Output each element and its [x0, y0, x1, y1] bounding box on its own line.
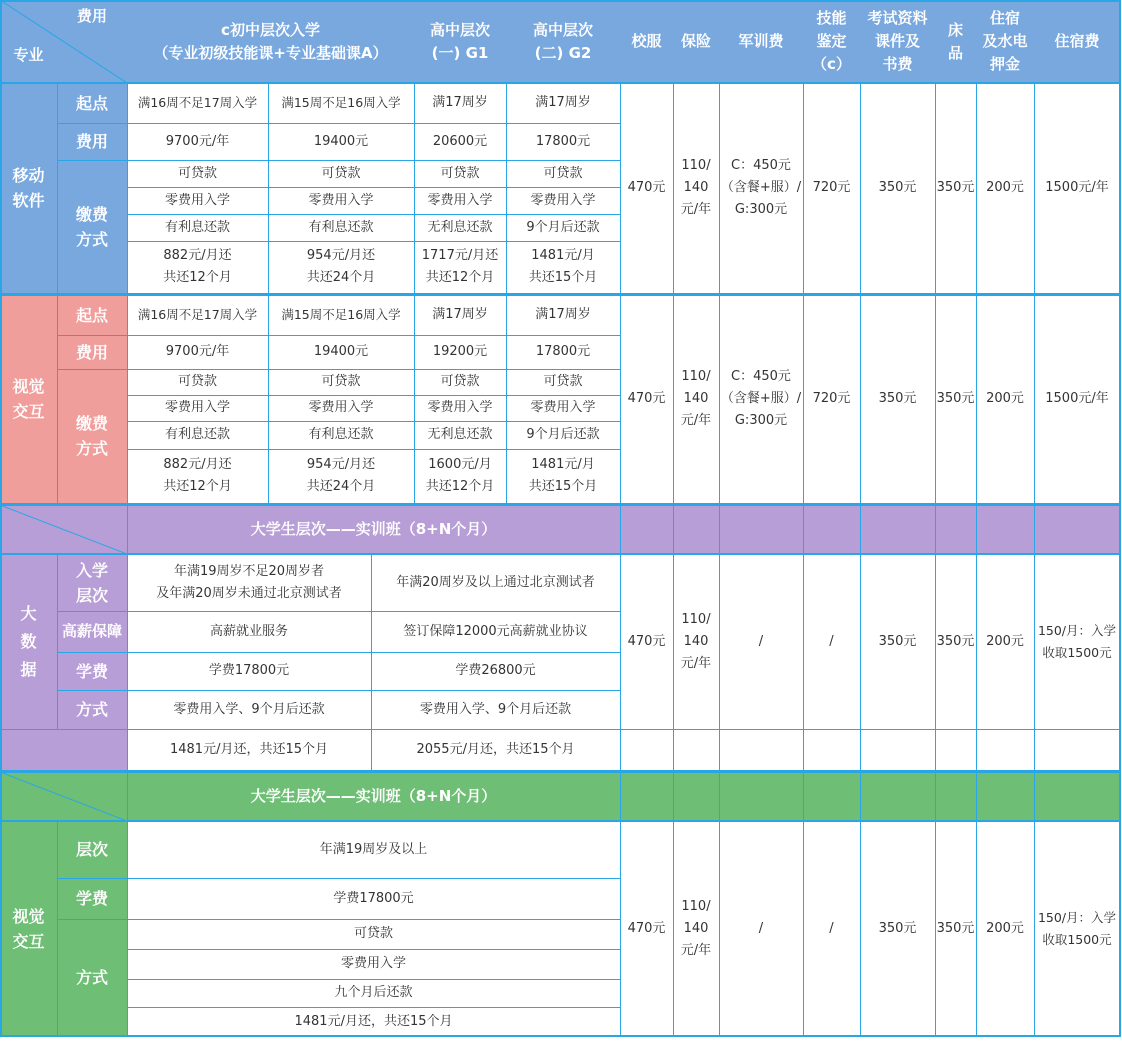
military-cell: / — [758, 633, 764, 649]
grid-line — [803, 772, 804, 1036]
zero-cell: 零费用入学 — [308, 400, 374, 415]
deposit-cell: 200元 — [986, 920, 1024, 936]
row-label-level: 层次 — [75, 840, 108, 859]
monthly-cell: 1481元/月 共还15个月 — [528, 248, 598, 285]
grid-line — [57, 369, 620, 370]
row-label-start: 起点 — [75, 93, 108, 113]
zero-cell: 零费用入学 — [340, 956, 406, 971]
dorm-cell: 150/月：入学 收取1500元 — [1037, 622, 1117, 660]
header-diagonal — [0, 0, 127, 83]
tuition-cell: 学费26800元 — [455, 663, 536, 678]
uniform-cell: 470元 — [627, 391, 666, 406]
grid-line — [860, 295, 861, 503]
major-label: 视觉 交互 — [12, 377, 45, 421]
grid-line — [57, 295, 58, 503]
grid-line — [1034, 83, 1035, 293]
grid-line — [0, 503, 1120, 506]
grid-line — [620, 772, 621, 1036]
dorm-cell: 1500元/年 — [1045, 180, 1109, 195]
dorm-cell: 150/月：入学 收取1500元 — [1037, 909, 1117, 947]
loan-cell: 可贷款 — [321, 165, 361, 181]
grid-line — [57, 160, 620, 161]
books-cell: 350元 — [878, 391, 917, 406]
bedding-cell: 350元 — [936, 920, 975, 936]
grid-line — [935, 295, 936, 503]
grid-line — [57, 821, 58, 1036]
grid-line — [1119, 0, 1121, 1037]
guarantee-cell: 高薪就业服务 — [209, 623, 288, 639]
header-deposit: 住宿 及水电 押金 — [982, 9, 1028, 73]
grid-line — [127, 772, 128, 1036]
level-cell: 年满19周岁及以上 — [319, 841, 428, 857]
grid-line — [719, 295, 720, 503]
deposit-cell: 200元 — [986, 633, 1024, 649]
start-cell: 满17周岁 — [432, 95, 488, 110]
military-cell: / — [758, 920, 764, 936]
monthly-cell: 1600元/月 共还12个月 — [425, 457, 495, 494]
grid-line — [860, 505, 861, 770]
grid-line — [414, 83, 415, 293]
grid-line — [0, 1035, 1120, 1037]
uniform-cell: 470元 — [627, 180, 666, 195]
grid-line — [127, 83, 128, 293]
military-cell: C：450元 （含餐+服）/ G:300元 — [720, 158, 802, 217]
grid-line — [0, 729, 1120, 730]
guarantee-cell: 签订保障12000元高薪就业协议 — [403, 623, 588, 639]
fee-cell: 9700元/年 — [165, 133, 230, 149]
uniform-cell: 470元 — [627, 920, 666, 936]
level-cell: 年满20周岁及以上通过北京测试者 — [396, 574, 595, 590]
zero-cell: 零费用入学 — [530, 400, 596, 415]
grid-line — [127, 395, 620, 396]
header-skill: 技能 鉴定 （c） — [812, 9, 851, 73]
monthly-cell: 954元/月还 共还24个月 — [306, 457, 376, 494]
start-cell: 满16周不足17周入学 — [137, 95, 258, 110]
grid-line — [506, 295, 507, 503]
zero-cell: 零费用入学 — [530, 192, 596, 208]
grid-line — [127, 241, 620, 242]
fee-cell: 19400元 — [313, 344, 369, 359]
interest-cell: 有利息还款 — [164, 427, 230, 442]
header-insurance: 保险 — [680, 32, 711, 50]
start-cell: 满15周不足16周入学 — [281, 307, 401, 322]
skill-cell: / — [829, 633, 834, 649]
bedding-cell: 350元 — [936, 180, 975, 195]
interest-cell: 无利息还款 — [427, 219, 493, 235]
insurance-cell: 110/ 140 元/年 — [680, 158, 712, 217]
fee-cell: 19400元 — [313, 133, 369, 149]
loan-cell: 可贷款 — [440, 374, 480, 389]
grid-line — [57, 652, 620, 653]
books-cell: 350元 — [878, 180, 917, 195]
major-label: 视觉 交互 — [12, 906, 45, 951]
grid-line — [935, 772, 936, 1036]
military-cell: C：450元 （含餐+服）/ G:300元 — [720, 369, 802, 428]
skill-cell: / — [829, 920, 834, 936]
grid-line — [57, 690, 620, 691]
row-label-tuition: 学费 — [75, 889, 108, 908]
later-cell: 九个月后还款 — [334, 985, 413, 1000]
grid-line — [976, 772, 977, 1036]
grid-line — [0, 553, 1120, 555]
fee-cell: 19200元 — [432, 344, 488, 359]
start-cell: 满15周不足16周入学 — [281, 95, 401, 110]
grid-line — [127, 421, 620, 422]
monthly-cell: 1481元/月还，共还15个月 — [169, 741, 328, 757]
grid-line — [620, 295, 621, 503]
grid-line — [673, 505, 674, 770]
grid-line — [1034, 772, 1035, 1036]
grid-line — [803, 83, 804, 293]
fee-cell: 9700元/年 — [165, 344, 230, 359]
grid-line — [57, 554, 58, 729]
grid-line — [0, 770, 1120, 773]
bigdata-band-title: 大学生层次——实训班（8+N个月） — [250, 520, 497, 538]
monthly-cell: 1481元/月 共还15个月 — [528, 457, 598, 494]
interest-cell: 9个月后还款 — [526, 219, 600, 235]
bedding-cell: 350元 — [936, 633, 975, 649]
grid-line — [57, 611, 620, 612]
grid-line — [620, 83, 621, 293]
grid-line — [803, 295, 804, 503]
start-cell: 满16周不足17周入学 — [137, 307, 258, 322]
loan-cell: 可贷款 — [543, 374, 583, 389]
monthly-cell: 1717元/月还 共还12个月 — [421, 248, 499, 285]
row-label-tuition: 学费 — [75, 661, 108, 681]
insurance-cell: 110/ 140 元/年 — [680, 611, 712, 671]
grid-line — [127, 979, 620, 980]
grid-line — [371, 554, 372, 770]
grid-line — [506, 83, 507, 293]
grid-line — [935, 83, 936, 293]
insurance-cell: 110/ 140 元/年 — [680, 898, 712, 958]
grid-line — [673, 83, 674, 293]
grid-line — [57, 83, 58, 293]
grid-line — [57, 123, 620, 124]
major-label: 移动 软件 — [12, 166, 45, 210]
grid-line — [127, 1007, 620, 1008]
header-diagonal — [0, 772, 127, 821]
header-g1: 高中层次 (一) G1 — [429, 20, 490, 62]
grid-line — [0, 0, 2, 1037]
grid-line — [719, 83, 720, 293]
header-dorm: 住宿费 — [1054, 32, 1100, 50]
grid-line — [719, 505, 720, 770]
monthly-cell: 2055元/月还，共还15个月 — [416, 741, 575, 757]
start-cell: 满17周岁 — [535, 307, 591, 322]
books-cell: 350元 — [878, 633, 917, 649]
grid-line — [620, 505, 621, 770]
grid-line — [0, 293, 1120, 296]
row-label-guarantee: 高薪保障 — [61, 622, 122, 640]
zero-cell: 零费用入学 — [308, 192, 374, 208]
grid-line — [1034, 505, 1035, 770]
loan-cell: 可贷款 — [177, 374, 217, 389]
grid-line — [0, 82, 1120, 84]
header-uniform: 校服 — [631, 32, 662, 50]
grid-line — [976, 83, 977, 293]
tuition-cell: 学费17800元 — [208, 663, 290, 678]
bedding-cell: 350元 — [936, 391, 975, 406]
grid-line — [127, 449, 620, 450]
grid-line — [414, 295, 415, 503]
grid-line — [127, 949, 620, 950]
header-fee: 费用 — [76, 7, 107, 25]
header-diagonal — [0, 505, 127, 554]
row-label-method: 方式 — [75, 968, 108, 987]
monthly-cell: 882元/月还 共还12个月 — [163, 457, 232, 494]
interest-cell: 9个月后还款 — [526, 427, 600, 442]
grid-line — [976, 505, 977, 770]
dorm-cell: 1500元/年 — [1045, 391, 1109, 406]
zero-cell: 零费用入学 — [427, 192, 493, 208]
grid-line — [860, 83, 861, 293]
fee-cell: 17800元 — [535, 133, 591, 149]
loan-cell: 可贷款 — [353, 926, 393, 941]
loan-cell: 可贷款 — [177, 165, 217, 181]
grid-line — [860, 772, 861, 1036]
tuition-cell: 学费17800元 — [333, 890, 414, 906]
monthly-cell: 1481元/月还，共还15个月 — [294, 1013, 453, 1029]
grid-line — [1034, 295, 1035, 503]
grid-line — [673, 772, 674, 1036]
row-label-payment: 缴费 方式 — [75, 204, 108, 249]
major-label: 大 数 据 — [20, 603, 37, 679]
grid-line — [57, 335, 620, 336]
row-label-fee: 费用 — [75, 342, 108, 362]
loan-cell: 可贷款 — [321, 374, 361, 389]
deposit-cell: 200元 — [986, 180, 1024, 195]
grid-line — [673, 295, 674, 503]
grid-line — [268, 83, 269, 293]
grid-line — [0, 0, 1120, 2]
start-cell: 满17周岁 — [535, 95, 591, 110]
start-cell: 满17周岁 — [432, 307, 488, 322]
uniform-cell: 470元 — [627, 633, 666, 649]
row-label-level: 入学 层次 — [75, 560, 108, 605]
header-military: 军训费 — [738, 32, 784, 50]
interest-cell: 有利息还款 — [308, 427, 374, 442]
grid-line — [127, 295, 128, 503]
level-cell: 年满19周岁不足20周岁者 及年满20周岁未通过北京测试者 — [156, 563, 342, 601]
fee-cell: 17800元 — [535, 344, 591, 359]
zero-cell: 零费用入学 — [164, 192, 230, 208]
grid-line — [127, 214, 620, 215]
grid-line — [57, 878, 620, 879]
interest-cell: 无利息还款 — [427, 427, 493, 442]
zero-cell: 零费用入学 — [427, 400, 493, 415]
grid-line — [127, 505, 128, 770]
header-major: 专业 — [13, 46, 44, 64]
grid-line — [57, 919, 620, 920]
grid-line — [935, 505, 936, 770]
row-label-fee: 费用 — [75, 132, 108, 151]
skill-cell: 720元 — [812, 391, 851, 406]
grid-line — [0, 820, 1120, 822]
grid-line — [268, 295, 269, 503]
grid-line — [719, 772, 720, 1036]
header-bedding: 床 品 — [947, 20, 963, 62]
monthly-cell: 882元/月还 共还12个月 — [163, 248, 232, 285]
method-cell: 零费用入学、9个月后还款 — [419, 701, 572, 717]
interest-cell: 有利息还款 — [164, 219, 230, 235]
insurance-cell: 110/ 140 元/年 — [680, 369, 712, 428]
grid-line — [127, 187, 620, 188]
header-books: 考试资料 课件及 书费 — [867, 9, 928, 73]
header-junior: c初中层次入学 （专业初级技能课+专业基础课A） — [153, 20, 388, 62]
grid-line — [803, 505, 804, 770]
loan-cell: 可贷款 — [543, 165, 583, 181]
row-label-start: 起点 — [75, 305, 108, 325]
grid-line — [976, 295, 977, 503]
method-cell: 零费用入学、9个月后还款 — [173, 701, 325, 717]
skill-cell: 720元 — [812, 180, 851, 195]
visual2-band-title: 大学生层次——实训班（8+N个月） — [250, 787, 497, 805]
monthly-cell: 954元/月还 共还24个月 — [306, 248, 376, 285]
interest-cell: 有利息还款 — [308, 219, 374, 235]
zero-cell: 零费用入学 — [164, 400, 230, 415]
row-label-method: 方式 — [75, 700, 108, 719]
books-cell: 350元 — [878, 920, 917, 936]
header-g2: 高中层次 (二) G2 — [532, 20, 593, 62]
row-label-payment: 缴费 方式 — [75, 414, 108, 458]
loan-cell: 可贷款 — [440, 165, 480, 181]
fee-cell: 20600元 — [432, 133, 488, 149]
deposit-cell: 200元 — [986, 391, 1024, 406]
